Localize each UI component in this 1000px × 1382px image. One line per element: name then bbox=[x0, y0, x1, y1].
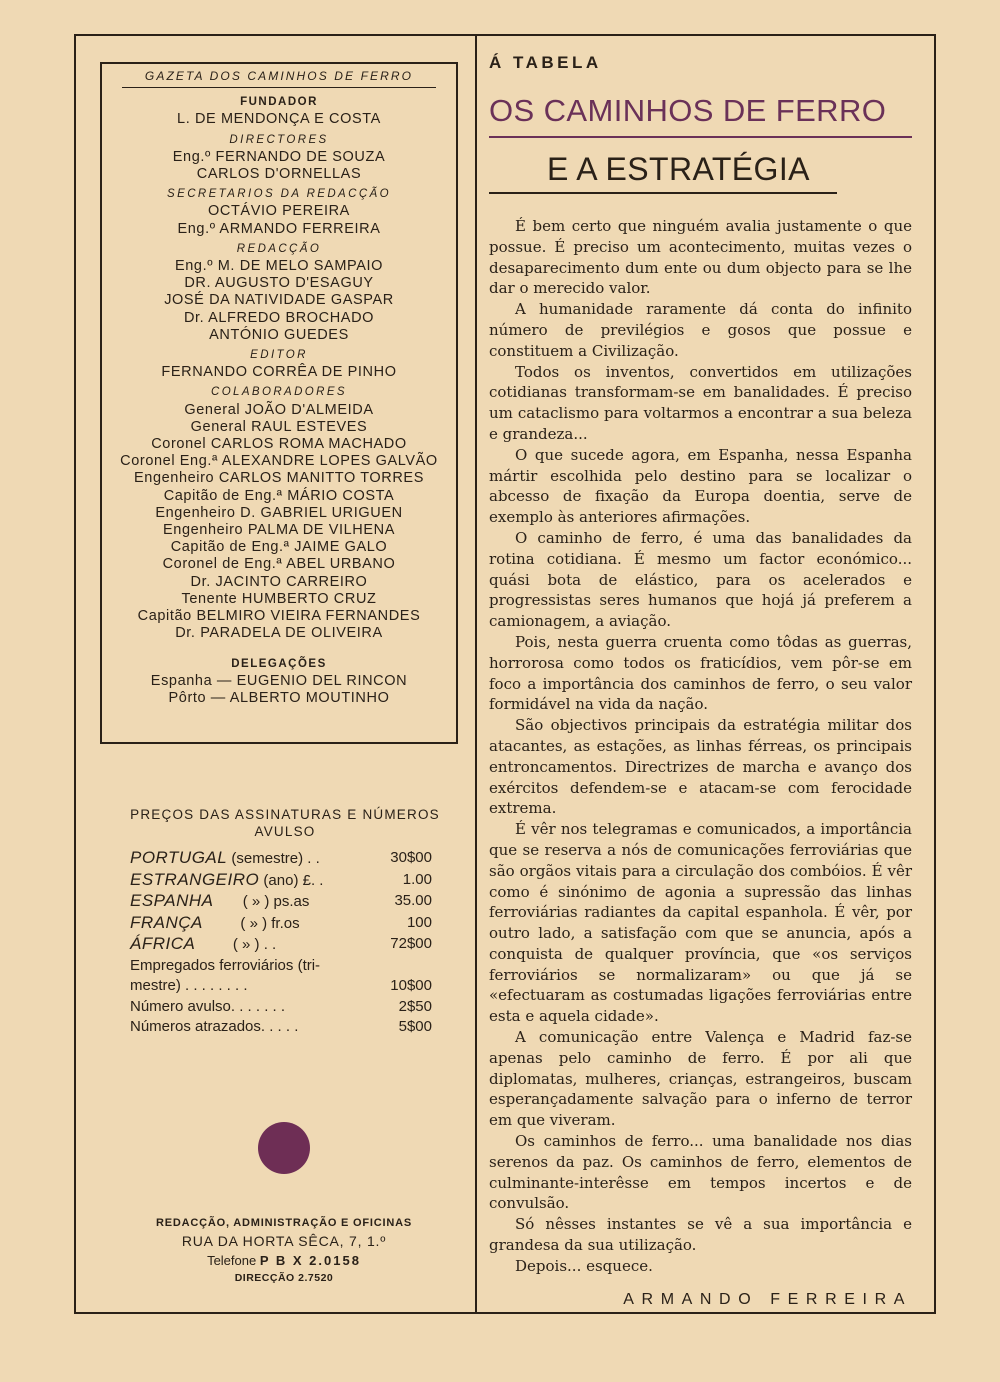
price-value: 100 bbox=[406, 913, 432, 931]
colaborador-name: Capitão BELMIRO VIEIRA FERNANDES bbox=[137, 608, 421, 625]
colaborador-name: Dr. JACINTO CARREIRO bbox=[190, 573, 368, 590]
delegacao-entry: Pôrto — ALBERTO MOUTINHO bbox=[168, 689, 390, 706]
paragraph: Todos os inventos, convertidos em utilizações cotidianas transformam-se em banalidades. É preciso um cataclismo para voltarmos a encontrar a sua beleza e grandeza... bbox=[489, 362, 912, 443]
colaborador-name: Engenheiro D. GABRIEL URIGUEN bbox=[155, 504, 403, 521]
editor-name: FERNANDO CORRÊA DE PINHO bbox=[161, 364, 397, 381]
price-row bbox=[130, 913, 432, 935]
paragraph: É bem certo que ninguém avalia justamente o que possue. É preciso um acontecimento, muitas vezes o desaparecimento dum ente ou dum objecto para se lhe dar o merecido valor. bbox=[489, 217, 912, 298]
price-region: ESTRANGEIRO bbox=[130, 869, 260, 889]
price-row bbox=[130, 1017, 432, 1038]
section-tag: Á TABELA bbox=[489, 53, 602, 72]
price-row bbox=[130, 956, 432, 977]
fundador-name: L. DE MENDONÇA E COSTA bbox=[177, 111, 381, 128]
paragraph: Só nêsses instantes se vê a sua importância e grandesa da sua utilização. bbox=[489, 1215, 912, 1255]
article-title: OS CAMINHOS DE FERRO bbox=[489, 88, 912, 138]
price-value: 35.00 bbox=[394, 892, 432, 909]
prices-table bbox=[130, 848, 432, 1038]
colaborador-name: Coronel Eng.ª ALEXANDRE LOPES GALVÃO bbox=[120, 453, 438, 470]
price-value: 30$00 bbox=[390, 849, 432, 866]
price-value: 5$00 bbox=[398, 1018, 432, 1035]
price-detail: ( » ) . . bbox=[232, 936, 277, 953]
price-row bbox=[130, 848, 432, 870]
prices-heading-2: AVULSO bbox=[254, 824, 316, 839]
price-row bbox=[130, 976, 432, 997]
secretarios-label: SECRETARIOS DA REDACÇÃO bbox=[167, 188, 391, 201]
colaborador-name: Capitão de Eng.ª MÁRIO COSTA bbox=[163, 487, 395, 504]
gazette-title: GAZETA DOS CAMINHOS DE FERRO bbox=[122, 68, 436, 88]
telefone-number: P B X 2.0158 bbox=[259, 1253, 361, 1268]
colaborador-name: Coronel CARLOS ROMA MACHADO bbox=[151, 436, 407, 453]
telefone-label: Telefone bbox=[207, 1253, 257, 1268]
directores-label: DIRECTORES bbox=[229, 133, 329, 146]
price-row bbox=[130, 997, 432, 1018]
telefone-line bbox=[100, 1251, 468, 1271]
price-row bbox=[130, 891, 432, 913]
ink-stamp-circle bbox=[258, 1122, 310, 1174]
paragraph: É vêr nos telegramas e comunicados, a importância que se reserva a nós de comunicações ferroviárias que são orgãos vitais para a circulação dos combóios. É vêr como é sinónimo de agonia a supressão das linhas ferroviárias radiantes da capital espanhola. É vêr, por outro lado, a satisfação com que se anuncia, após a conquista de qualquer província, que «os serviços ferroviários se normalizaram» ou que já se «efectuaram as costumadas ligações ferroviárias entre esta e aquela cidade». bbox=[489, 820, 912, 1026]
colaborador-name: Engenheiro PALMA DE VILHENA bbox=[163, 522, 395, 539]
paragraph: A comunicação entre Valença e Madrid faz-se apenas pelo caminho de ferro. É por ali que diplomatas, mulheres, crianças, estrangeiros, buscam esperançadamente salvação para o inferno de terror em que viveram. bbox=[489, 1028, 912, 1130]
price-value: 1.00 bbox=[402, 870, 432, 888]
director-name: CARLOS D'ORNELLAS bbox=[196, 166, 362, 183]
editor-label: EDITOR bbox=[250, 349, 308, 362]
masthead-box bbox=[100, 62, 458, 744]
paragraph: A humanidade raramente dá conta do infinito número de previlégios e gosos que possue e constituem a Civilização. bbox=[489, 300, 912, 360]
price-detail: (ano) £. . bbox=[263, 871, 324, 889]
colaborador-name: General JOÃO D'ALMEIDA bbox=[184, 401, 374, 418]
article-subtitle: E A ESTRATÉGIA bbox=[489, 148, 837, 194]
redaccao-name: JOSÉ DA NATIVIDADE GASPAR bbox=[164, 292, 394, 309]
colaborador-name: Engenheiro CARLOS MANITTO TORRES bbox=[134, 470, 424, 487]
paragraph: Os caminhos de ferro... uma banalidade nos dias serenos da paz. Os caminhos de ferro, elementos de culminante-interêsse em tempos incertos e de convulsão. bbox=[489, 1132, 912, 1213]
colaborador-name: Capitão de Eng.ª JAIME GALO bbox=[170, 539, 388, 556]
colaborador-name: Tenente HUMBERTO CRUZ bbox=[181, 590, 377, 607]
fundador-label: FUNDADOR bbox=[240, 96, 318, 109]
colaborador-name: Dr. PARADELA DE OLIVEIRA bbox=[175, 625, 383, 642]
atrasados-label: Números atrazados. . . . . bbox=[130, 1018, 299, 1035]
price-region: PORTUGAL bbox=[130, 848, 228, 867]
delegacoes-label: DELEGAÇÕES bbox=[231, 657, 327, 670]
secretario-name: OCTÁVIO PEREIRA bbox=[208, 203, 350, 220]
price-row bbox=[130, 870, 432, 892]
direccao-line: DIRECÇÃO 2.7520 bbox=[234, 1272, 334, 1284]
price-region: ESPANHA bbox=[130, 891, 214, 910]
address-line-1: REDACÇÃO, ADMINISTRAÇÃO E OFICINAS bbox=[156, 1217, 412, 1229]
redaccao-name: DR. AUGUSTO D'ESAGUY bbox=[184, 275, 374, 292]
price-detail: ( » ) ps.as bbox=[242, 893, 310, 910]
colaboradores-label: COLABORADORES bbox=[210, 386, 347, 399]
article bbox=[489, 50, 912, 1309]
colaborador-name: Coronel de Eng.ª ABEL URBANO bbox=[162, 556, 396, 573]
paragraph: Depois... esquece. bbox=[515, 1256, 653, 1275]
price-value: 2$50 bbox=[398, 997, 432, 1015]
article-body bbox=[489, 216, 912, 1277]
secretario-name: Eng.º ARMANDO FERREIRA bbox=[177, 220, 381, 237]
publisher-address bbox=[100, 1214, 468, 1285]
price-region: FRANÇA bbox=[130, 912, 203, 932]
delegacao-entry: Espanha — EUGENIO DEL RINCON bbox=[150, 672, 408, 689]
colaborador-name: General RAUL ESTEVES bbox=[190, 418, 368, 435]
price-detail: (semestre) . . bbox=[231, 850, 320, 867]
price-row bbox=[130, 934, 432, 956]
subscription-prices bbox=[110, 806, 460, 1038]
address-line-2: RUA DA HORTA SÊCA, 7, 1.º bbox=[181, 1233, 387, 1249]
price-detail: ( » ) fr.os bbox=[240, 914, 300, 932]
price-value: 72$00 bbox=[390, 935, 432, 952]
paragraph: São objectivos principais da estratégia militar dos atacantes, as estações, as linhas férreas, os principais entroncamentos. Directrizes de marcha e avanço dos exércitos defendem-se e atacam-se com ferocidade extrema. bbox=[489, 716, 912, 818]
paragraph: O que sucede agora, em Espanha, nessa Espanha mártir escolhida pelo destino para se localizar o abcesso de fixação da Europa doentia, serve de exemplo às anteriores afirmações. bbox=[489, 445, 912, 527]
paragraph: O caminho de ferro, é uma das banalidades da rotina cotidiana. É mesmo um factor económico... quási bota de elástico, para os acelerados e progressistas seres humanos que hojá já preferem a camionagem, a aviação. bbox=[489, 528, 912, 631]
redaccao-name: Eng.º M. DE MELO SAMPAIO bbox=[175, 258, 383, 275]
paragraph: Pois, nesta guerra cruenta como tôdas as guerras, horrorosa como todos os fraticídios, vem pôr-se em foco a importância dos caminhos de ferro, o seu valor formidável na vida da nação. bbox=[489, 632, 912, 714]
redaccao-name: Dr. ALFREDO BROCHADO bbox=[183, 309, 375, 326]
employees-label: Empregados ferroviários (tri- bbox=[130, 956, 321, 974]
author-signature: ARMANDO FERREIRA bbox=[623, 1290, 912, 1308]
avulso-label: Número avulso. . . . . . . bbox=[130, 997, 286, 1015]
price-region: ÁFRICA bbox=[130, 934, 196, 953]
column-divider bbox=[475, 34, 477, 1314]
redaccao-name: ANTÓNIO GUEDES bbox=[209, 326, 349, 343]
director-name: Eng.º FERNANDO DE SOUZA bbox=[172, 148, 386, 165]
employees-label-2: mestre) . . . . . . . . bbox=[130, 977, 248, 994]
price-value: 10$00 bbox=[390, 977, 432, 994]
redaccao-label: REDACÇÃO bbox=[236, 242, 322, 255]
prices-heading: PREÇOS DAS ASSINATURAS E NÚMEROS bbox=[130, 807, 440, 822]
